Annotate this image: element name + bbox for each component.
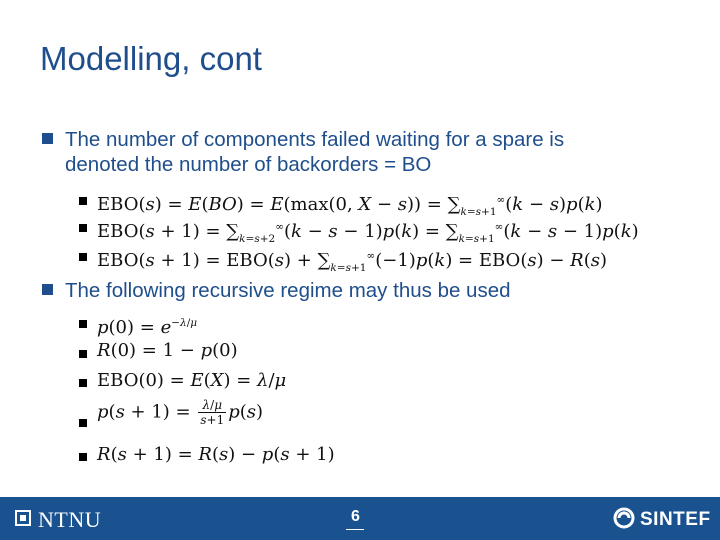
bullet-square-icon: [42, 133, 53, 144]
equation: R(0) = 1 − p(0): [97, 340, 238, 361]
ntnu-logo-icon: [15, 510, 31, 526]
equation: p(s + 1) = $\frac{\lambda/\mu}{s+1}$ p(s): [97, 398, 264, 427]
equation: EBO(0) = E(X) = λ/μ: [97, 370, 287, 391]
bullet-text-line: The following recursive regime may thus be used: [65, 279, 511, 302]
bullet-text-line: denoted the number of backorders = BO: [65, 153, 432, 176]
sub-bullet-icon: [79, 253, 87, 261]
sub-bullet-icon: [79, 224, 87, 232]
equation: $EBO(s + 1) = \sum_{k=s+2}^\infty(k - s - 1)p(k) = \sum_{k=s+1}^\infty(k - s - 1)p(k)$: [97, 221, 639, 245]
sintef-logo-icon: [613, 507, 635, 529]
sub-bullet-icon: [79, 419, 87, 427]
bullet-square-icon: [42, 284, 53, 295]
sub-bullet-icon: [79, 350, 87, 358]
sintef-logo-text: SINTEF: [640, 509, 711, 530]
equation: $EBO(s + 1) = EBO(s) + \sum_{k=s+1}^\infty(-1)p(k) = EBO(s) - R(s)$: [97, 250, 608, 274]
equation: R(s + 1) = R(s) − p(s + 1): [97, 444, 335, 465]
sub-bullet-icon: [79, 379, 87, 387]
bullet-text-line: The number of components failed waiting for a spare is: [65, 128, 565, 151]
ntnu-logo-text: NTNU: [38, 507, 102, 532]
slide-title: Modelling, cont: [40, 40, 262, 77]
page-number: 6: [351, 508, 360, 525]
sub-bullet-icon: [79, 320, 87, 328]
page-number-underline: [346, 529, 364, 530]
equation: EBO(s) = E(BO) = E(max(0, $X - s)) = \sum_{k=s+1}^\infty(k - s)p(k)$: [97, 194, 603, 218]
sub-bullet-icon: [79, 197, 87, 205]
sub-bullet-icon: [79, 453, 87, 461]
equation: $p(0) = e^{-\lambda/\mu}$: [97, 317, 198, 338]
footer-bar: [0, 497, 720, 540]
